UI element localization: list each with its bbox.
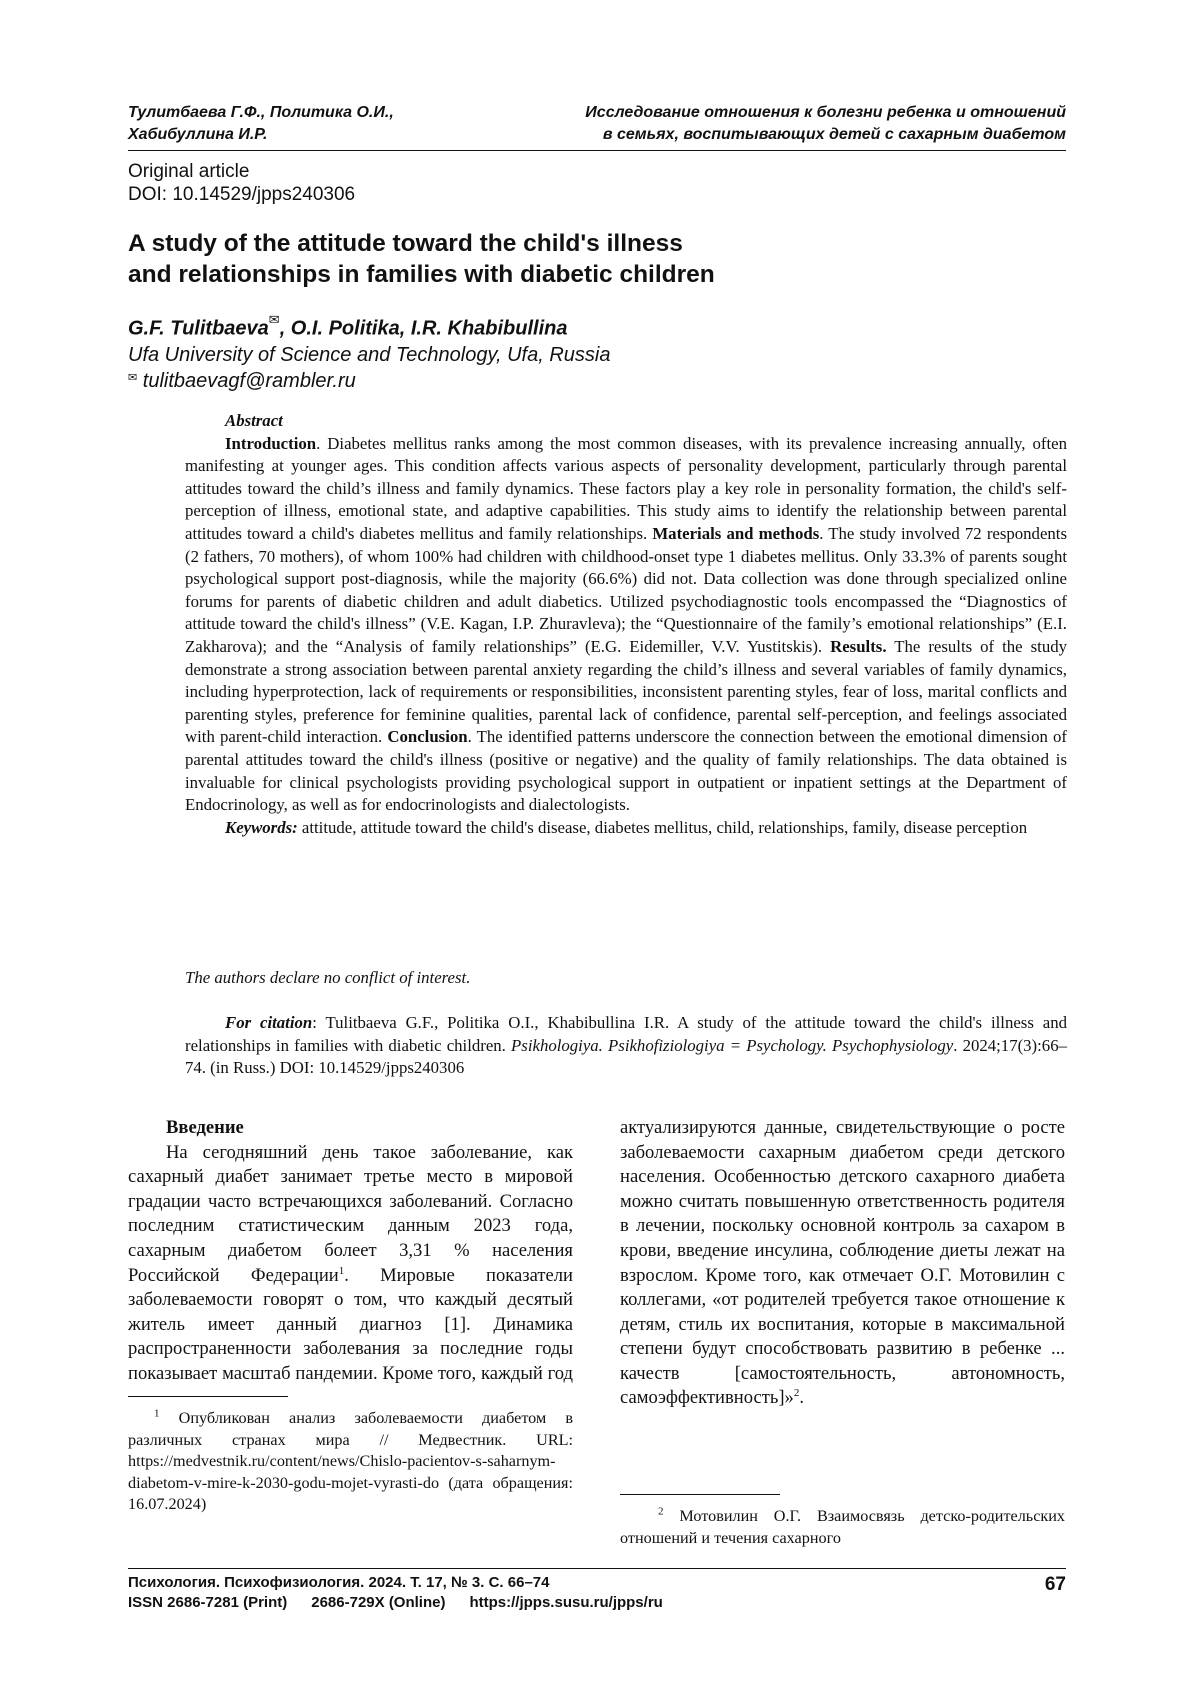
citation: For citation: Tulitbaeva G.F., Politika O.I., Khabibullina I.R. A study of the attitude toward the child's illness and relationships in families with diabetic children. Psikhologiya. Psikhofiziologiya = Psychology. Psychophysiology. 2024;17(3):66–74. (in Russ.) DOI: 10.14529/jpps240306 [185,1013,1067,1078]
author-block [128,310,1068,394]
body-paragraph: На сегодняшний день такое заболевание, как сахарный диабет занимает третье место в мировой градации часто встречающихся заболеваний. Согласно последним статистическим данным 2023 года, сахарным диабетом болеет 3,31 % населения Российской Федерации$^1$. Мировые показатели заболеваемости говорят о том, что каждый десятый житель имеет данный диагноз [1]. Динамика распространенности заболевания за последние годы показывает масштаб пандемии. Кроме того, каждый год [128,1141,573,1384]
body-text-continued [620,1116,1065,1436]
envelope-icon: ✉ [128,371,138,384]
author-email[interactable]: tulitbaevagf@rambler.ru [142,369,356,392]
envelope-icon: ✉ [268,312,280,327]
body-column-right [620,1116,1065,1436]
keywords: Keywords: attitude, attitude toward the child's disease, diabetes mellitus, child, relationships, family, disease perception [225,817,1028,837]
body-column-left [128,1116,573,1387]
footnote-1: $^1$ Опубликован анализ заболеваемости диабетом в различных странах мира // Медвестник. URL: https://medvestnik.ru/content/news/Chislo-pacientov-s-saharnym-diabetom-v-mire-k-2030-godu-mojet-vyrasti-do (дата обращения: 16.07.2024) [128,1407,573,1513]
page-number: 67 [1044,1574,1066,1595]
footnote-rule [128,1396,288,1397]
running-header-authors: Тулитбаева Г.Ф., Политика О.И., Хабибуллина И.Р. [128,104,394,143]
conflict-statement: The authors declare no conflict of interest. [185,968,471,987]
article-title: A study of the attitude toward the child's illness and relationships in families with diabetic children [128,230,715,288]
body-paragraph: актуализируются данные, свидетельствующие о росте заболеваемости сахарным диабетом среди детского населения. Особенностью детского сахарного диабета можно считать повышенную ответственность родителя в лечении, поскольку основной контроль за сахаром в крови, введение инсулина, соблюдение диеты лежат на взрослом. Кроме того, как отмечает О.Г. Мотовилин с коллегами, «от родителей требуется такое отношение к детям, стиль их воспитания, которые в максимальной степени будут способствовать развитию в ребенке ... качеств [самостоятельность, автономность, самоэффективность]»$^2$. [620,1116,1065,1409]
running-header-title: Исследование отношения к болезни ребенка и отношений в семьях, воспитывающих детей с сахарным диабетом [585,104,1066,143]
page-footer [128,1568,1066,1613]
section-heading: Введение [166,1117,244,1138]
body-text [128,1141,573,1387]
article-meta [128,160,355,206]
author-names: G.F. Tulitbaeva✉, O.I. Politika, I.R. Khabibullina [128,312,568,340]
footer-url[interactable]: https://jpps.susu.ru/jpps/ru [469,1594,663,1611]
running-header [128,102,1066,151]
abstract-heading: Abstract [225,411,283,430]
article-doi: DOI: 10.14529/jpps240306 [128,184,356,205]
author-email-line [128,368,1068,394]
article-type: Original article [128,161,250,182]
abstract [185,410,1067,839]
footer-journal: Психология. Психофизиология. 2024. Т. 17, № 3. С. 66–74 [128,1574,550,1591]
footnote-rule [620,1494,780,1495]
author-affiliation: Ufa University of Science and Technology, Ufa, Russia [128,343,611,366]
footnote-2: $^2$ Мотовилин О.Г. Взаимосвязь детско-родительских отношений и течения сахарного [620,1506,1065,1547]
abstract-body: Introduction. Diabetes mellitus ranks among the most common diseases, with its prevalence increasing annually, often manifesting at younger ages. This condition affects various aspects of personality development, particularly through parental attitudes toward the child’s illness and family dynamics. These factors play a key role in personality formation, the child's self-perception of illness, emotional state, and adaptive capabilities. This study aims to identify the relationship between parental attitudes toward a child's diabetes mellitus and family relationships. Materials and methods. The study involved 72 respondents (2 fathers, 70 mothers), of whom 100% had children with childhood-onset type 1 diabetes mellitus. Only 33.3% of parents sought psychological support post-diagnosis, while the majority (66.6%) did not. Data collection was done through specialized online forums for parents of diabetic children and adult diabetics. Utilized psychodiagnostic tools encompassed the “Diagnostics of attitude toward the child's illness” (V.E. Kagan, I.P. Zhuravleva); the “Questionnaire of the family’s emotional relationships” (E.I. Zakharova); and the “Analysis of family relationships” (E.G. Eidemiller, V.V. Yustitskis). Results. The results of the study demonstrate a strong association between parental anxiety regarding the child’s illness and several variables of family dynamics, including hyperprotection, lack of requirements or responsibilities, inconsistent parenting styles, fear of loss, marital conflicts and parenting styles, preference for feminine qualities, parental lack of confidence, parental self-perception, and feelings associated with parent-child interaction. Conclusion. The identified patterns underscore the connection between the emotional dimension of parental attitudes toward the child's illness (positive or negative) and the quality of family relationships. The data obtained is invaluable for clinical psychologists providing psychological support in outpatient or inpatient settings at the Department of Endocrinology, as well as for endocrinologists and dialectologists. [185,433,1068,815]
footer-issn: ISSN 2686-7281 (Print) 2686-729X (Online) https://jpps.susu.ru/jpps/ru [128,1594,663,1611]
